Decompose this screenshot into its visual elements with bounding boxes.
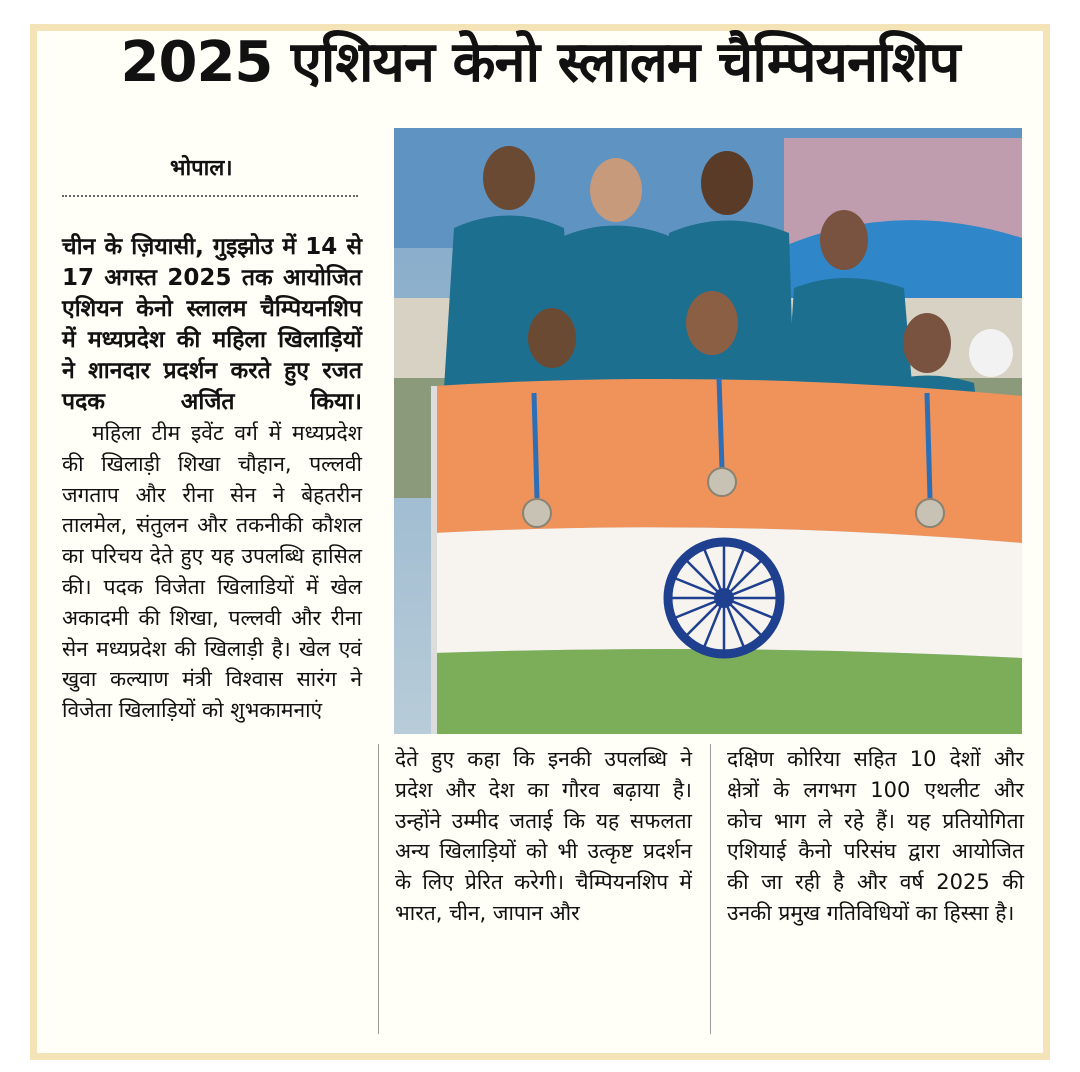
dateline: भोपाल। [170, 156, 233, 181]
lede-paragraph: चीन के ज़ियासी, गुइझोउ में 14 से 17 अगस्त 2025 तक आयोजित एशियन केनो स्लालम चैम्पियनशिप में मध्यप्रदेश की महिला खिलाड़ियों ने शानदार प्रदर्शन करते हुए रजत पदक अर्जित किया। [62, 234, 362, 415]
indian-flag [434, 379, 1022, 734]
column-rule [378, 744, 379, 1034]
article-column-1 [62, 232, 362, 726]
team-photo-illustration [394, 128, 1022, 734]
body-paragraph-1: महिला टीम इवेंट वर्ग में मध्यप्रदेश की खिलाड़ी शिखा चौहान, पल्लवी जगताप और रीना सेन ने बेहतरीन तालमेल, संतुलन और तकनीकी कौशल का परिचय देते हुए यह उपलब्धि हासिल की। पदक विजेता खिलाडियों में खेल अकादमी की शिखा, पल्लवी और रीना सेन मध्यप्रदेश की खिलाड़ी है। खेल एवं खुवा कल्याण मंत्री विश्वास सारंग ने विजेता खिलाड़ियों को शुभकामनाएं [62, 421, 362, 723]
body-paragraph-2: देते हुए कहा कि इनकी उपलब्धि ने प्रदेश और देश का गौरव बढ़ाया है। उन्होंने उम्मीद जताई कि यह सफलता अन्य खिलाड़ियों को भी उत्कृष्ट प्रदर्शन के लिए प्रेरित करेगी। चैम्पियनशिप में भारत, चीन, जापान और [395, 747, 692, 925]
team-photo [394, 128, 1022, 734]
article-column-3 [727, 744, 1024, 929]
body-paragraph-3: दक्षिण कोरिया सहित 10 देशों और क्षेत्रों के लगभग 100 एथलीट और कोच भाग ले रहे हैं। यह प्रतियोगिता एशियाई कैनो परिसंघ द्वारा आयोजित की जा रही है और वर्ष 2025 की उनकी प्रमुख गतिविधियों का हिस्सा है। [727, 747, 1024, 925]
headline: 2025 एशियन केनो स्लालम चैम्पियनशिप [120, 30, 960, 95]
dotted-divider [62, 195, 358, 197]
column-rule [710, 744, 711, 1034]
article-column-2 [395, 744, 692, 929]
